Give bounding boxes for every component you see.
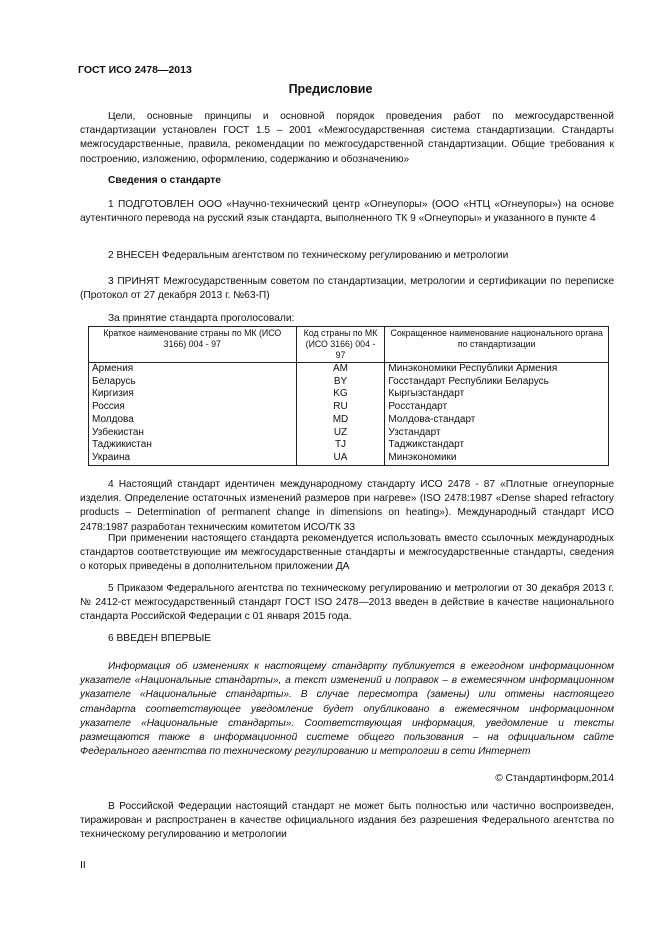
table-row <box>89 376 609 389</box>
info-heading: Сведения о стандарте <box>108 175 221 186</box>
code-cell: MD <box>296 414 385 427</box>
standard-code-header: ГОСТ ИСО 2478—2013 <box>78 64 192 76</box>
item-3-adopted: 3 ПРИНЯТ Межгосударственным советом по стандартизации, метрологии и сертификации по переписке (Протокол от 27 декабря 2013 г. №63-П) <box>80 276 614 302</box>
body-cell: Госстандарт Республики Беларусь <box>385 376 609 389</box>
copyright: © Стандартинформ,2014 <box>495 773 614 784</box>
body-cell: Минэкономики <box>385 452 609 465</box>
code-cell: KG <box>296 388 385 401</box>
vote-caption: За принятие стандарта проголосовали: <box>108 313 295 324</box>
table-row <box>89 401 609 414</box>
country-cell: Молдова <box>89 414 297 427</box>
body-cell: Кыргызстандарт <box>385 388 609 401</box>
body-cell: Таджикстандарт <box>385 439 609 452</box>
country-cell: Таджикистан <box>89 439 297 452</box>
intro-paragraph: Цели, основные принципы и основной порядок проведения работ по межгосударственной стандартизации установлен ГОСТ 1.5 – 2001 «Межгосударственная система стандартизации. Стандарты межгосударственные, правила, рекомендации по межгосударственной стандартизации. Общие требования к построению, изложению, оформлению, содержанию и обозначению» <box>80 111 614 165</box>
item-1-prepared: 1 ПОДГОТОВЛЕН ООО «Научно-технический центр «Огнеупоры» (ООО «НТЦ «Огнеупоры») на основе аутентичного перевода на русский язык стандарта, выполненного ТК 9 «Огнеупоры» и указанного в пункте 4 <box>80 199 614 225</box>
column-header-code: Код страны по МК (ИСО 3166) 004 - 97 <box>296 327 385 363</box>
code-cell: AM <box>296 363 385 376</box>
column-header-body: Сокращенное наименование национального органа по стандартизации <box>385 327 609 363</box>
code-cell: TJ <box>296 439 385 452</box>
table-row <box>89 452 609 465</box>
item-2-introduced: 2 ВНЕСЕН Федеральным агентством по техническому регулированию и метрологии <box>108 250 509 261</box>
code-cell: UZ <box>296 427 385 440</box>
body-cell: Росстандарт <box>385 401 609 414</box>
country-cell: Беларусь <box>89 376 297 389</box>
table-row <box>89 388 609 401</box>
body-cell: Молдова-стандарт <box>385 414 609 427</box>
item-6-first-introduced: 6 ВВЕДЕН ВПЕРВЫЕ <box>108 633 212 644</box>
table-row <box>89 427 609 440</box>
changes-notice: Информация об изменениях к настоящему стандарту публикуется в ежегодном информационном указателе «Национальные стандарты», а текст изменений и поправок – в ежемесячном информационном указателе «Национальные стандарты». В случае пересмотра (замены) или отмены настоящего стандарта соответствующее уведомление будет опубликовано в ежемесячном информационном указателе «Национальные стандарты». Соответствующая информация, уведомление и тексты размещаются также в информационной системе общего пользования – на официальном сайте Федерального агентства по техническому регулированию и метрологии в сети Интернет <box>80 661 614 758</box>
country-cell: Россия <box>89 401 297 414</box>
item-4-note: При применении настоящего стандарта рекомендуется использовать вместо ссылочных международных стандартов соответствующие им межгосударственные стандарты и межгосударственные стандарты, сведения о которых приведены в дополнительном приложении ДА <box>80 533 614 573</box>
table-row <box>89 363 609 376</box>
country-cell: Украина <box>89 452 297 465</box>
item-5-order: 5 Приказом Федерального агентства по техническому регулированию и метрологии от 30 декабря 2013 г. № 2412-ст межгосударственный стандарт ГОСТ ISO 2478—2013 введен в действие в качестве национального стандарта Российской Федерации с 01 января 2015 года. <box>80 583 614 623</box>
legal-notice: В Российской Федерации настоящий стандарт не может быть полностью или частично воспроизведен, тиражирован и распространен в качестве официального издания без разрешения Федерального агентства по техническому регулированию и метрологии <box>80 801 614 841</box>
country-cell: Киргизия <box>89 388 297 401</box>
table-row <box>89 439 609 452</box>
item-4-identical: 4 Настоящий стандарт идентичен международному стандарту ИСО 2478 - 87 «Плотные огнеупорные изделия. Определение остаточных изменений размеров при нагреве» (ISO 2478:1987 «Dense shaped refractory products – Determination of permanent change in dimensions on heating»). Международный стандарт ИСО 2478:1987 разработан техническим комитетом ИСО/ТК 33 <box>80 479 614 533</box>
column-header-country: Краткое наименование страны по МК (ИСО 3166) 004 - 97 <box>89 327 297 363</box>
voting-countries-table <box>88 326 609 466</box>
table-row <box>89 414 609 427</box>
body-cell: Минэкономики Республики Армения <box>385 363 609 376</box>
page-title: Предисловие <box>288 82 373 96</box>
country-cell: Армения <box>89 363 297 376</box>
country-cell: Узбекистан <box>89 427 297 440</box>
table-header-row <box>89 327 609 363</box>
body-cell: Узстандарт <box>385 427 609 440</box>
page-number: II <box>80 859 86 871</box>
code-cell: BY <box>296 376 385 389</box>
code-cell: RU <box>296 401 385 414</box>
code-cell: UA <box>296 452 385 465</box>
